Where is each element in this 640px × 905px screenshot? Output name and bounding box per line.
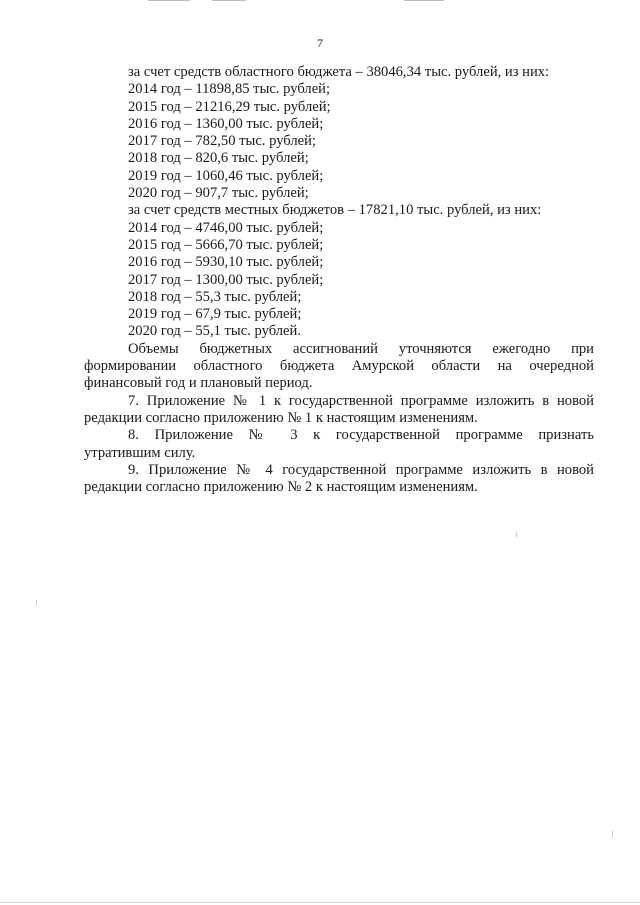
regional-budget-heading: за счет средств областного бюджета – 38046,34 тыс. рублей, из них:	[128, 64, 550, 80]
scan-speck	[516, 532, 517, 538]
paragraph-volumes	[84, 341, 594, 393]
paragraph-item-7-line: редакции согласно приложению № 1 к настоящим изменениям.	[84, 409, 478, 426]
scan-bottom-edge	[0, 902, 640, 903]
local-budget-2017: 2017 год – 1300,00 тыс. рублей;	[128, 271, 324, 288]
scan-top-mark-left	[148, 0, 190, 1]
paragraph-volumes-line: финансовый год и плановый период.	[84, 375, 313, 392]
paragraph-volumes-line: формировании областного бюджета Амурской области на очередной	[84, 358, 594, 375]
document-body	[84, 64, 594, 496]
local-budget-2018: 2018 год – 55,3 тыс. рублей;	[128, 288, 302, 305]
regional-budget-2018: 2018 год – 820,6 тыс. рублей;	[128, 150, 309, 167]
paragraph-item-8-line: 8. Приложение № 3 к государственной программе признать	[128, 427, 594, 444]
scan-speck	[36, 600, 37, 605]
paragraph-item-9-line: редакции согласно приложению № 2 к настоящим изменениям.	[84, 479, 478, 496]
local-budget-2019: 2019 год – 67,9 тыс. рублей;	[128, 306, 302, 323]
scan-speck	[612, 830, 613, 837]
paragraph-item-9	[84, 462, 594, 497]
page-number: 7	[317, 36, 323, 50]
local-budget-2015: 2015 год – 5666,70 тыс. рублей;	[128, 236, 324, 253]
scan-top-mark-mid	[212, 0, 246, 1]
paragraph-item-9-line: 9. Приложение № 4 государственной программе изложить в новой	[128, 461, 594, 478]
regional-budget-2014: 2014 год – 11898,85 тыс. рублей;	[128, 81, 331, 98]
local-budget-2014: 2014 год – 4746,00 тыс. рублей;	[128, 219, 324, 236]
scan-top-mark-right	[404, 0, 444, 1]
regional-budget-2017: 2017 год – 782,50 тыс. рублей;	[128, 133, 316, 150]
paragraph-item-7	[84, 393, 594, 428]
local-budget-heading: за счет средств местных бюджетов – 17821,10 тыс. рублей, из них:	[128, 202, 542, 219]
regional-budget-2015: 2015 год – 21216,29 тыс. рублей;	[128, 98, 331, 115]
paragraph-item-7-line: 7. Приложение № 1 к государственной программе изложить в новой	[128, 392, 594, 409]
regional-budget-2019: 2019 год – 1060,46 тыс. рублей;	[128, 167, 324, 184]
regional-budget-2020: 2020 год – 907,7 тыс. рублей;	[128, 185, 309, 202]
paragraph-volumes-line: Объемы бюджетных ассигнований уточняются ежегодно при	[128, 340, 594, 357]
local-budget-2020: 2020 год – 55,1 тыс. рублей.	[128, 323, 301, 340]
local-budget-2016: 2016 год – 5930,10 тыс. рублей;	[128, 254, 324, 271]
paragraph-item-8-line: утратившим силу.	[84, 444, 196, 461]
regional-budget-2016: 2016 год – 1360,00 тыс. рублей;	[128, 115, 324, 132]
paragraph-item-8	[84, 427, 594, 462]
